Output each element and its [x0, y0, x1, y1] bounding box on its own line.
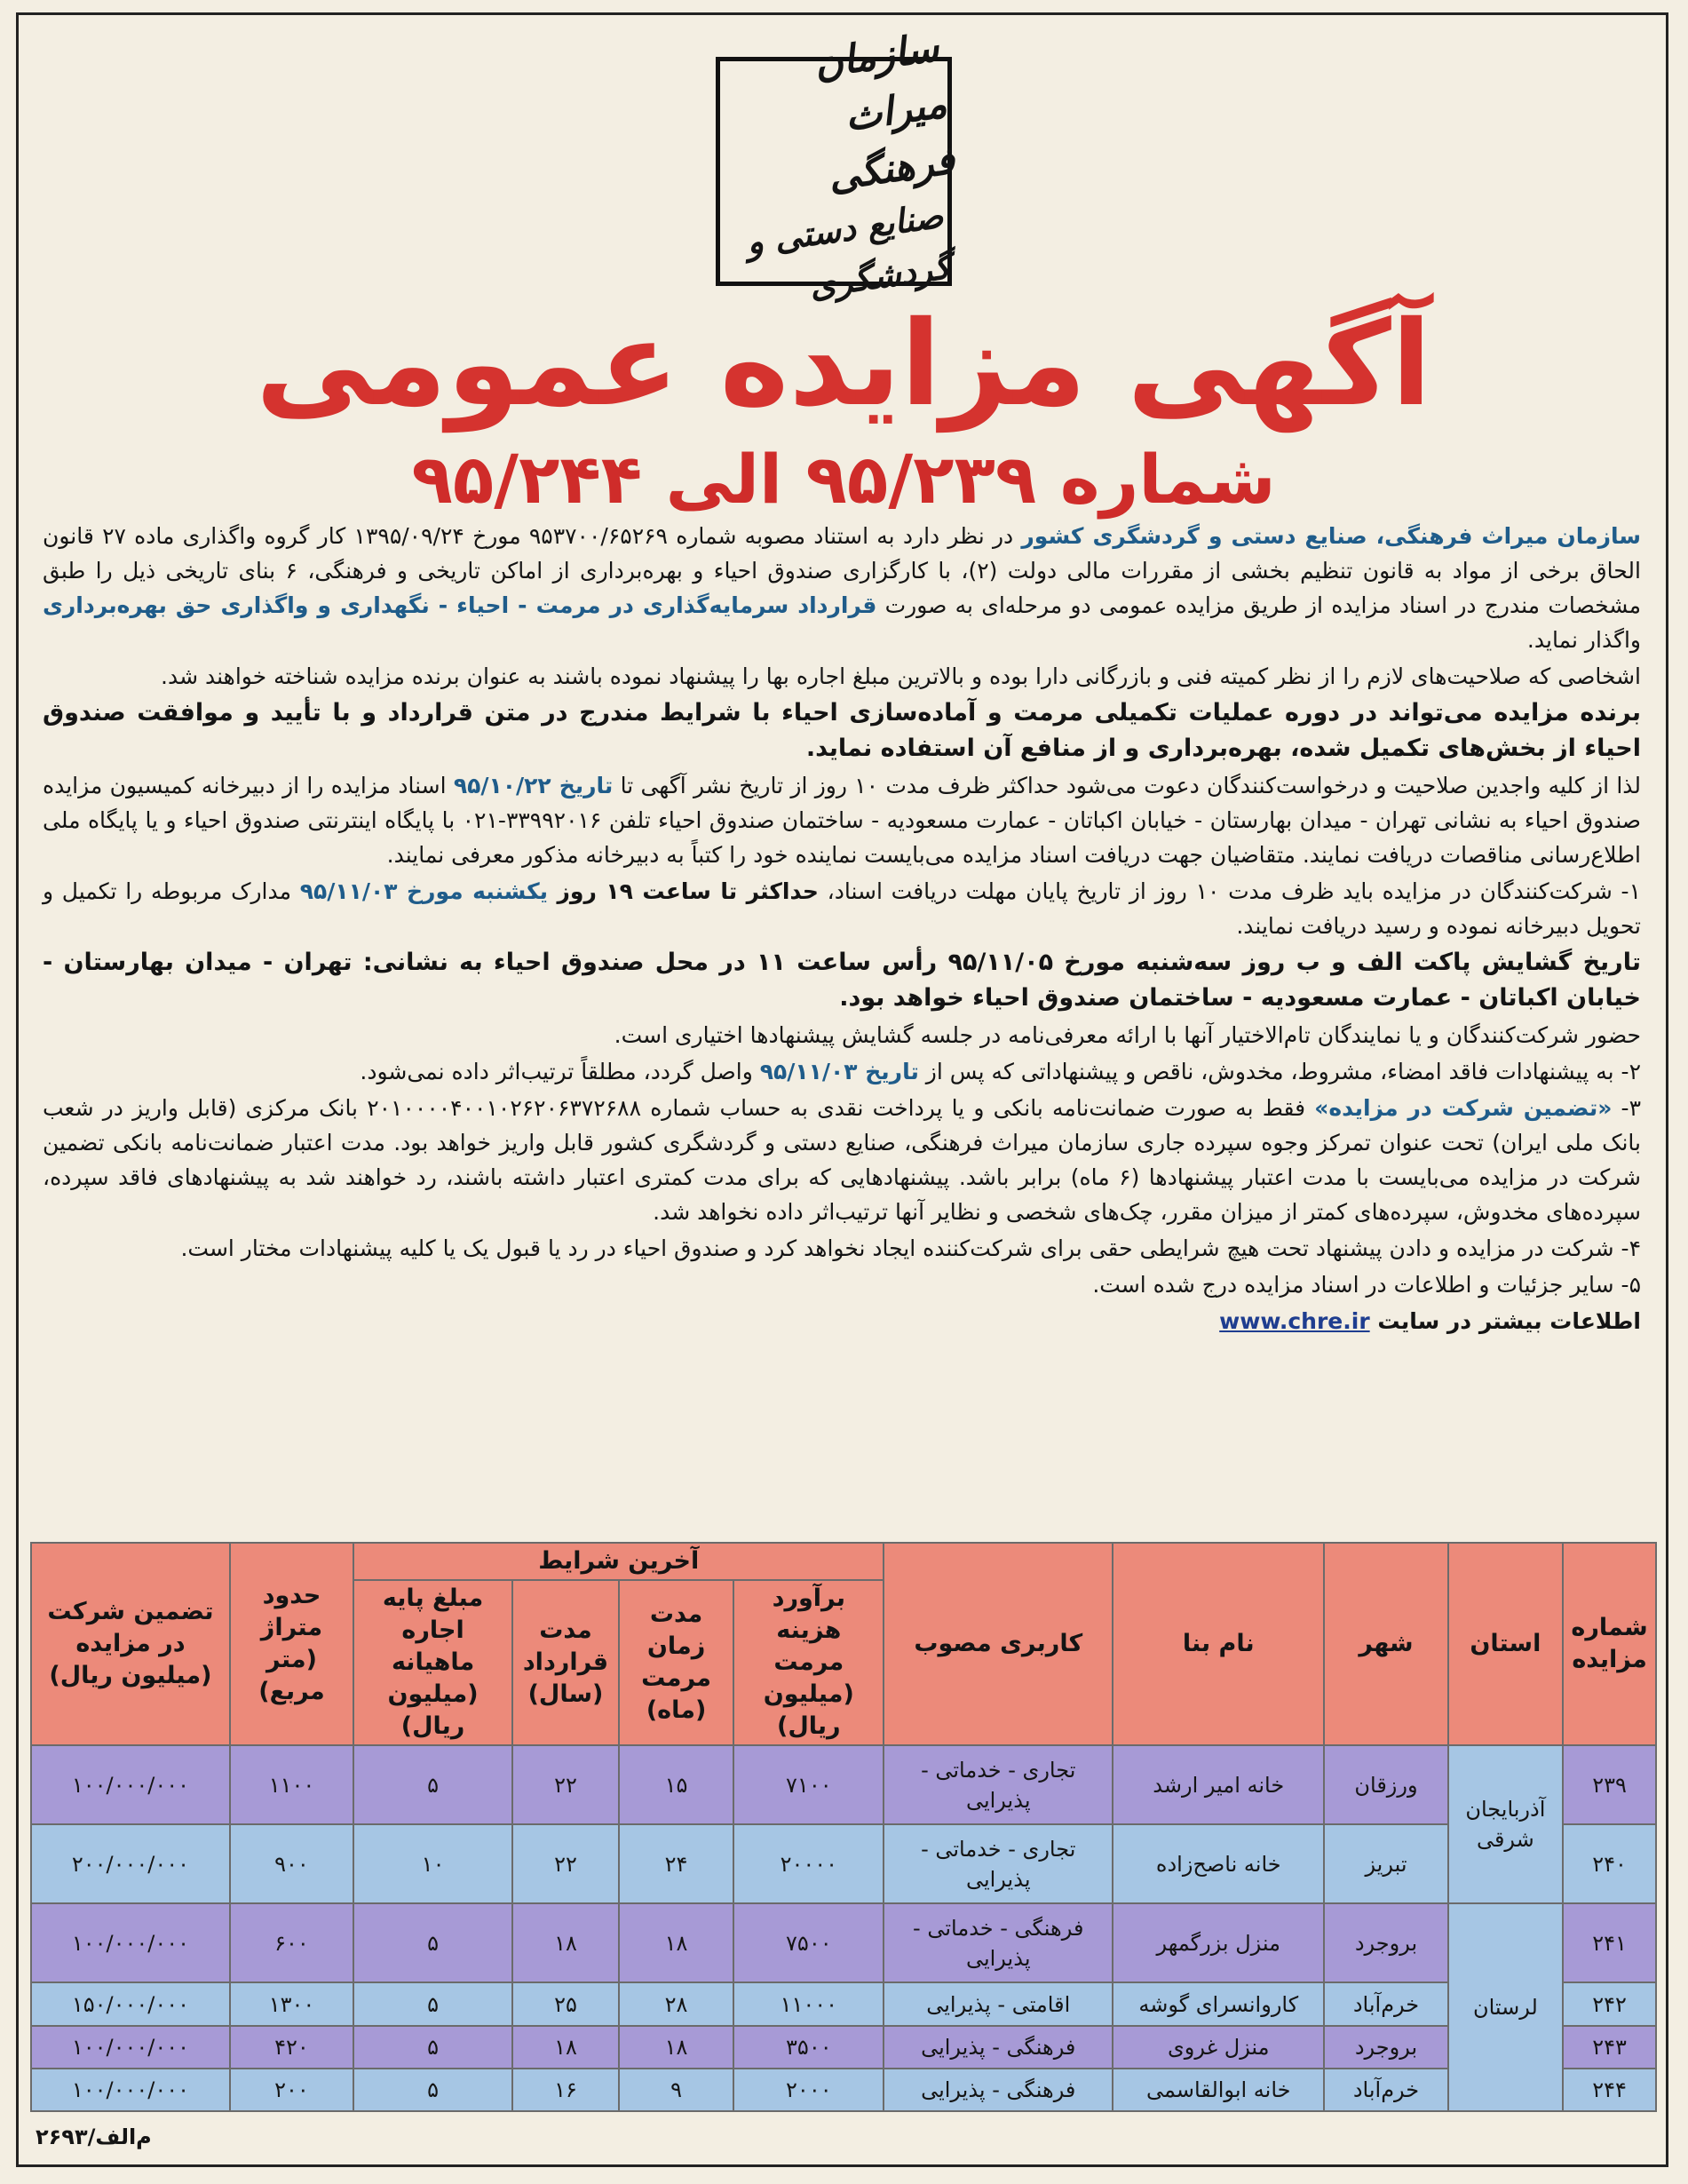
logo-line-2: صنایع دستی و گردشگری: [743, 195, 953, 306]
auction-table: [30, 1542, 1657, 2112]
winner-paragraph: برنده مزایده می‌تواند در دوره عملیات تکمیلی مرمت و آماده‌سازی احیاء با شرایط مندرج در متن قرارداد و با تأیید و موافقت صندوق احیاء از بخش‌های تکمیل شده، بهره‌برداری و از منافع آن استفاده نماید.: [43, 699, 1641, 762]
submission-date: یکشنبه مورخ ۹۵/۱۱/۰۳: [299, 878, 549, 904]
footer-code: م‌الف/۲۶۹۳: [36, 2124, 152, 2149]
table-row: ۲۳۹ آذربایجان شرقی ورزقان خانه امیر ارشد تجاری - خدماتی - پذیرایی ۷۱۰۰ ۱۵ ۲۲ ۵ ۱۱۰۰ ۱۰۰/۰۰۰/۰۰۰: [31, 1745, 1656, 1824]
ad-title: آگهی مزایده عمومی: [255, 296, 1432, 433]
col-area: حدود متراژ (متر مربع): [230, 1543, 353, 1745]
col-guarantee: تضمین شرکت در مزایده (میلیون ریال): [31, 1543, 230, 1745]
table-row: ۲۴۳ بروجرد منزل غروی فرهنگی - پذیرایی ۳۵۰۰ ۱۸ ۱۸ ۵ ۴۲۰ ۱۰۰/۰۰۰/۰۰۰: [31, 2026, 1656, 2069]
table-row: ۲۴۰ تبریز خانه ناصح‌زاده تجاری - خدماتی - پذیرایی ۲۰۰۰۰ ۲۴ ۲۲ ۱۰ ۹۰۰ ۲۰۰/۰۰۰/۰۰۰: [31, 1824, 1656, 1903]
table-row: ۲۴۴ خرم‌آباد خانه ابوالقاسمی فرهنگی - پذیرایی ۲۰۰۰ ۹ ۱۶ ۵ ۲۰۰ ۱۰۰/۰۰۰/۰۰۰: [31, 2069, 1656, 2111]
table-body: [31, 1745, 1656, 2111]
col-city: شهر: [1324, 1543, 1447, 1745]
document-deadline: تاریخ ۹۵/۱۰/۲۲: [453, 773, 614, 798]
col-restore-time: مدت زمان مرمت (ماه): [619, 1580, 733, 1745]
logo-line-1: سازمان میراث فرهنگی: [811, 25, 958, 201]
website-link[interactable]: www.chre.ir: [1219, 1308, 1370, 1334]
item-1: ۱- شرکت‌کنندگان در مزایده باید ظرف مدت ۱۰ روز از تاریخ پایان مهلت دریافت اسناد، حداکثر تا ساعت ۱۹ روز یکشنبه مورخ ۹۵/۱۱/۰۳ مدارک مربوطه را تکمیل و تحویل دبیرخانه نموده و رسید دریافت نمایند.: [43, 878, 1642, 939]
col-usage: کاربری مصوب: [884, 1543, 1113, 1745]
col-province: استان: [1448, 1543, 1564, 1745]
organization-logo: [716, 25, 958, 306]
table-row: ۲۴۱ لرستان بروجرد منزل بزرگمهر فرهنگی - خدماتی - پذیرایی ۷۵۰۰ ۱۸ ۱۸ ۵ ۶۰۰ ۱۰۰/۰۰۰/۰۰۰: [31, 1903, 1656, 1982]
auction-table-wrap: [30, 1542, 1657, 2112]
col-cost: برآورد هزینه مرمت (میلیون ریال): [733, 1580, 884, 1745]
item-5: ۵- سایر جزئیات و اطلاعات در اسناد مزایده درج شده است.: [1092, 1272, 1641, 1298]
qualification-paragraph: اشخاصی که صلاحیت‌های لازم را از نظر کمیته فنی و بازرگانی دارا بوده و بالاترین مبلغ اجاره بها را پیشنهاد نموده باشند به عنوان برنده مزایده شناخته خواهند شد.: [161, 663, 1641, 689]
contract-type: قرارداد سرمایه‌گذاری در مرمت - احیاء - نگهداری و واگذاری حق بهره‌برداری: [43, 592, 877, 618]
intro-text: در نظر دارد به استناد مصوبه شماره ۹۵۳۷۰۰/۶۵۲۶۹ مورخ ۱۳۹۵/۰۹/۲۴ کار گروه واگذاری ماده ۲۷ قانون الحاق برخی از مواد به قانون تنظیم بخشی از مقررات مالی دولت (۲)، با کارگزاری صندوق احیاء و بهره‌برداری از اماکن تاریخی و فرهنگی، ۶ بنای تاریخی ذیل را طبق مشخصات مندرج در اسناد مزایده از طریق مزایده عمومی دو مرحله‌ای به صورت: [43, 523, 1641, 618]
col-base-rent: مبلغ پایه اجاره ماهیانه (میلیون ریال): [353, 1580, 512, 1745]
province-cell: آذربایجان شرقی: [1448, 1745, 1564, 1903]
col-building: نام بنا: [1113, 1543, 1324, 1745]
item-2: ۲- به پیشنهادات فاقد امضاء، مشروط، مخدوش، ناقص و پیشنهاداتی که پس از تاریخ ۹۵/۱۱/۰۳ واصل گردد، مطلقاً ترتیب‌اثر داده نمی‌شود.: [360, 1059, 1641, 1084]
col-contract-term: مدت قرارداد (سال): [512, 1580, 619, 1745]
province-cell: لرستان: [1448, 1903, 1564, 2111]
org-name: سازمان میراث فرهنگی، صنایع دستی و گردشگری کشور: [1021, 523, 1641, 549]
ad-body: [43, 519, 1641, 1340]
more-info: اطلاعات بیشتر در سایت www.chre.ir: [1219, 1308, 1641, 1334]
item-4: ۴- شرکت در مزایده و دادن پیشنهاد تحت هیچ شرایطی حقی برای شرکت‌کننده ایجاد نخواهد کرد و صندوق احیاء در رد یا قبول یک یا کلیه پیشنهادات مختار است.: [180, 1235, 1641, 1261]
intro-end: واگذار نماید.: [1526, 627, 1641, 653]
table-row: ۲۴۲ خرم‌آباد کاروانسرای گوشه اقامتی - پذیرایی ۱۱۰۰۰ ۲۸ ۲۵ ۵ ۱۳۰۰ ۱۵۰/۰۰۰/۰۰۰: [31, 1982, 1656, 2025]
ad-number: شماره ۹۵/۲۳۹ الی ۹۵/۲۴۴: [411, 440, 1276, 519]
item-3: ۳- «تضمین شرکت در مزایده» فقط به صورت ضمانت‌نامه بانکی و یا پرداخت نقدی به حساب شماره ۲۰۱۰۰۰۰۴۰۰۱۰۲۶۲۰۶۳۷۲۶۸۸ بانک مرکزی (قابل واریز در شعب بانک ملی ایران) تحت عنوان تمرکز وجوه سپرده جاری سازمان میراث فرهنگی، صنایع دستی و گردشگری کشور قابل واریز خواهد بود. مدت اعتبار ضمانت‌نامه بانکی تضمین شرکت در مزایده می‌بایست با مدت اعتبار پیشنهادها (۶ ماه) برابر باشد. پیشنهادهایی که برای مدت کمتری اعتبار داشته باشند، رد خواهند شد به پیشنهادهای فاقد سپرده، سپرده‌های مخدوش، سپرده‌های کمتر از میزان مقرر، چک‌های شخصی و نظایر آنها ترتیب‌اثر داده نخواهد شد.: [43, 1095, 1641, 1225]
guarantee-label: «تضمین شرکت در مزایده»: [1314, 1095, 1613, 1121]
col-last-terms: آخرین شرایط: [353, 1543, 884, 1580]
intro-paragraph: [43, 519, 1641, 657]
invitation-paragraph: لذا از کلیه واجدین صلاحیت و درخواست‌کنندگان دعوت می‌شود حداکثر ظرف مدت ۱۰ روز از تاریخ نشر آگهی تا تاریخ ۹۵/۱۰/۲۲ اسناد مزایده را از دبیرخانه کمیسیون مزایده صندوق احیاء به نشانی تهران - میدان بهارستان - خیابان اکباتان - عمارت مسعودیه - ساختمان صندوق احیاء تلفن ۳۳۹۹۲۰۱۶-۰۲۱ با پایگاه اینترنتی صندوق احیاء و یا پایگاه ملی اطلاع‌رسانی مناقصات دریافت نمایند. متقاضیان جهت دریافت اسناد مزایده می‌بایست نماینده خود را کتباً به دبیرخانه مذکور معرفی نمایند.: [43, 773, 1642, 868]
presence-paragraph: حضور شرکت‌کنندگان و یا نمایندگان تام‌الاختیار آنها با ارائه معرفی‌نامه در جلسه گشایش پیشنهادها اختیاری است.: [614, 1022, 1641, 1048]
col-number: شماره مزایده: [1563, 1543, 1656, 1745]
opening-paragraph: تاریخ گشایش پاکت الف و ب روز سه‌شنبه مورخ ۹۵/۱۱/۰۵ رأس ساعت ۱۱ در محل صندوق احیاء به نشانی: تهران - میدان بهارستان - خیابان اکباتان - عمارت مسعودیه - ساختمان صندوق احیاء خواهد بود.: [43, 949, 1641, 1012]
